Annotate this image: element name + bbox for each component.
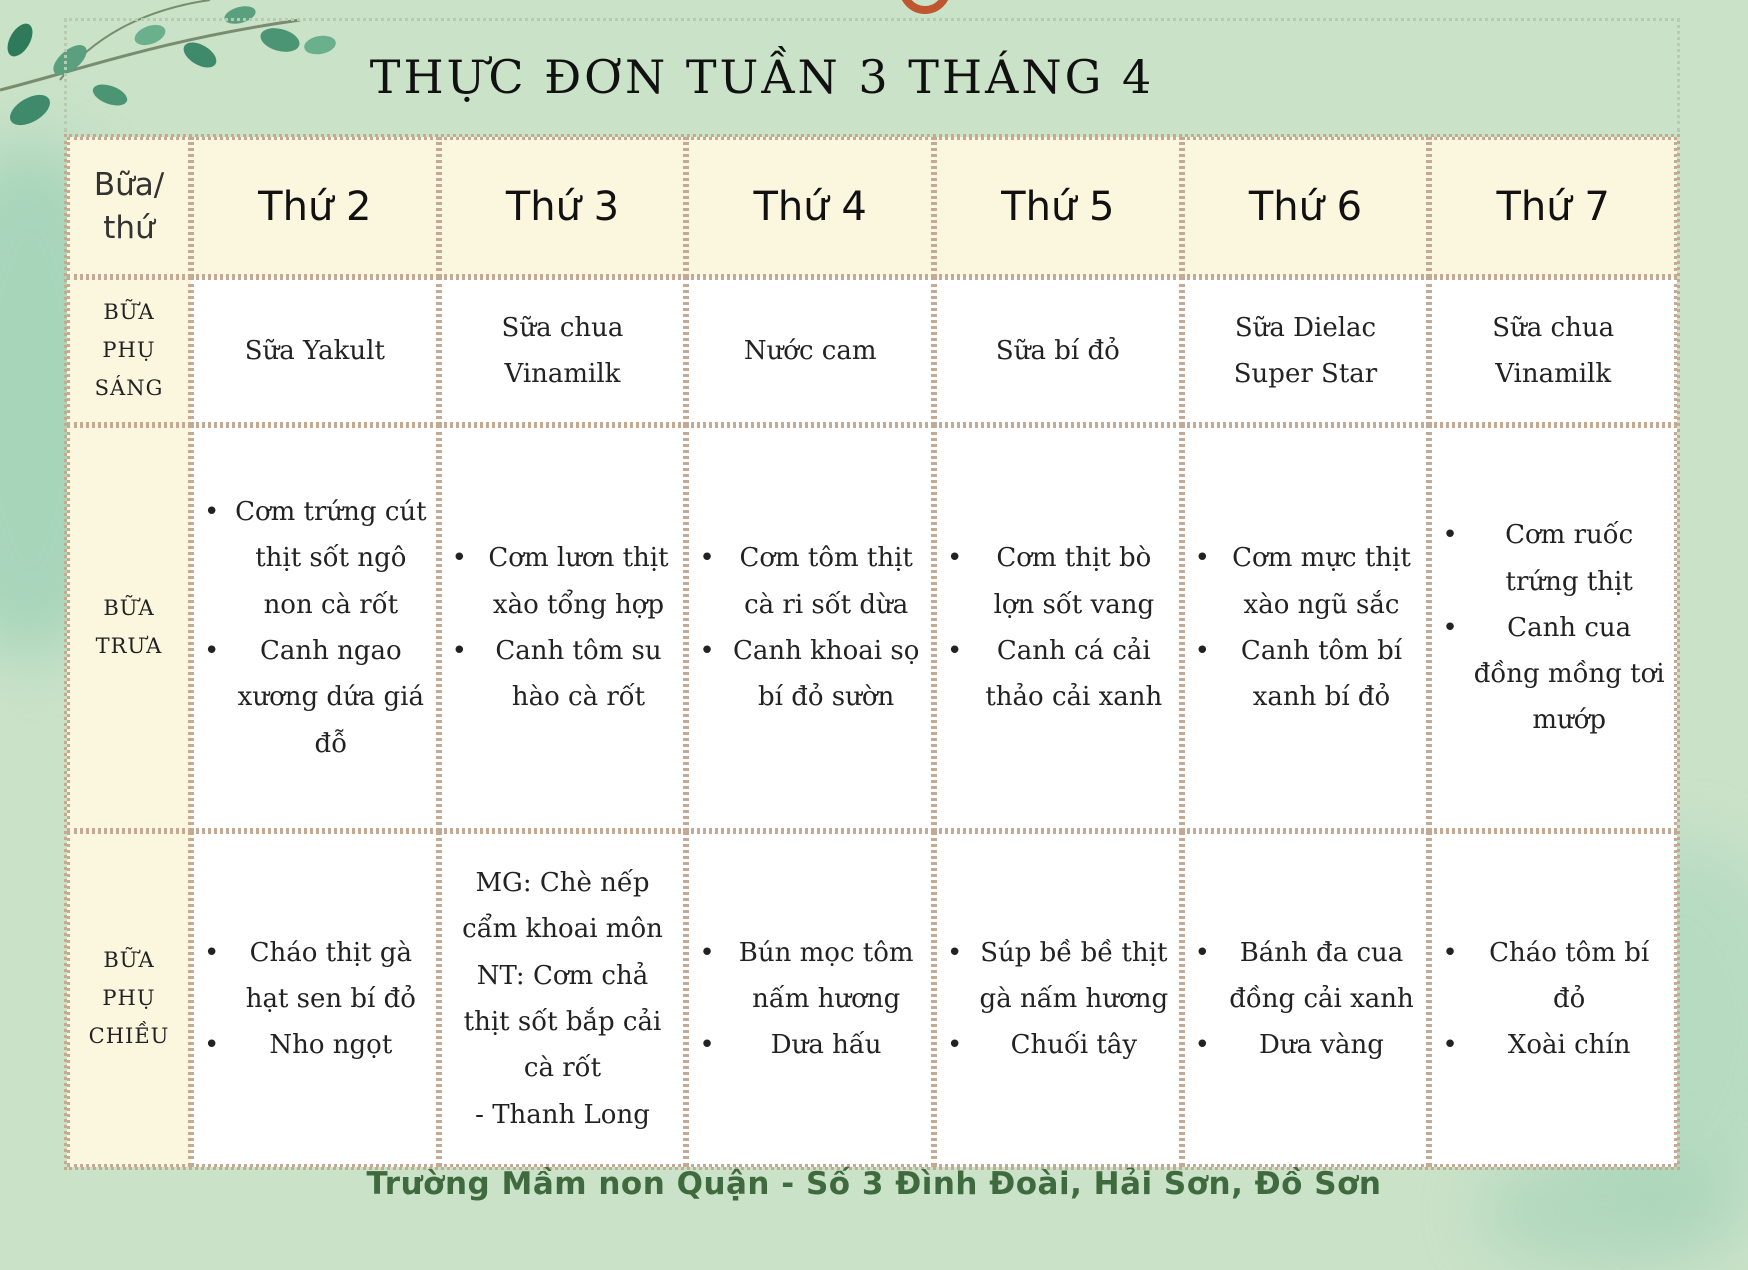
meal-label-line: BỮA: [103, 300, 155, 325]
dish-item: • Cháo thịt gà hạt sen bí đỏ: [234, 930, 428, 1023]
menu-cell: [934, 831, 1182, 1167]
dish-line: Nước cam: [743, 335, 877, 366]
dish-line: NT: Cơm chả thịt sốt bắp cải cà rốt: [463, 960, 662, 1084]
corner-label-line: thứ: [103, 210, 155, 246]
dish-lines: [734, 328, 887, 374]
dish-item: • Bún mọc tôm nấm hương: [729, 930, 923, 1023]
dish-list: [442, 535, 684, 720]
meal-label: [67, 277, 191, 425]
corner-label-line: Bữa/: [93, 166, 165, 203]
meal-label-line: CHIỀU: [88, 1023, 170, 1048]
dish-item: • Nho ngọt: [234, 1022, 428, 1068]
dish-line: Vinamilk: [504, 359, 621, 389]
menu-cell: [1182, 277, 1430, 425]
meal-label-line: BỮA: [103, 596, 155, 621]
dish-list: [937, 930, 1179, 1069]
day-header: Thứ 4: [686, 137, 934, 277]
dish-lines: [1482, 305, 1624, 398]
dish-list: [1185, 930, 1427, 1069]
school-footer: Trường Mầm non Quận - Số 3 Đình Đoài, Hải Sơn, Đồ Sơn: [366, 1166, 1382, 1202]
dish-lines: [235, 328, 395, 374]
dish-list: [194, 489, 436, 767]
page-title: [64, 18, 1680, 132]
dish-item: • Canh tôm bí xanh bí đỏ: [1225, 628, 1419, 721]
dish-item: • Súp bề bề thịt gà nấm hương: [977, 930, 1171, 1023]
dish-list: [937, 535, 1179, 720]
dish-item: • Dưa hấu: [729, 1022, 923, 1068]
dish-line: Sữa chua: [501, 312, 624, 343]
dish-list: [1185, 535, 1427, 720]
dish-line: Sữa bí đỏ: [995, 335, 1120, 366]
meal-label-line: BỮA: [103, 948, 155, 973]
dish-line: Vinamilk: [1495, 359, 1612, 389]
dish-item: • Canh cua đồng mồng tơi mướp: [1472, 605, 1666, 744]
menu-cell: [934, 277, 1182, 425]
title-text: THỰC ĐƠN TUẦN 3 THÁNG 4: [369, 49, 1155, 104]
menu-table: [64, 134, 1680, 1170]
dish-item: • Canh khoai sọ bí đỏ sườn: [729, 628, 923, 721]
day-header: Thứ 5: [934, 137, 1182, 277]
dish-item: • Bánh đa cua đồng cải xanh: [1225, 930, 1419, 1023]
day-header: Thứ 3: [439, 137, 687, 277]
meal-label: [67, 425, 191, 831]
dish-list: [1432, 512, 1674, 743]
day-header: Thứ 7: [1429, 137, 1677, 277]
meal-label-line: PHỤ: [102, 986, 156, 1011]
dish-list: [1432, 930, 1674, 1069]
dish-line: MG: Chè nếp cẩm khoai môn: [462, 868, 663, 945]
dish-lines: [442, 860, 684, 1138]
dish-line: Sữa chua: [1492, 312, 1615, 343]
corner-header: [67, 137, 191, 277]
menu-cell: [1182, 831, 1430, 1167]
menu-cell: [1429, 425, 1677, 831]
ornament-icon: [880, 0, 970, 20]
dish-line: - Thanh Long: [475, 1099, 650, 1130]
dish-item: • Chuối tây: [977, 1022, 1171, 1068]
day-header: Thứ 6: [1182, 137, 1430, 277]
dish-item: • Cơm tôm thịt cà ri sốt dừa: [729, 535, 923, 628]
dish-item: • Xoài chín: [1472, 1022, 1666, 1068]
menu-cell: [439, 277, 687, 425]
meal-label-line: TRƯA: [95, 634, 163, 658]
menu-cell: [439, 831, 687, 1167]
menu-cell: [686, 277, 934, 425]
menu-cell: [1429, 277, 1677, 425]
menu-cell: [934, 425, 1182, 831]
dish-item: • Cơm mực thịt xào ngũ sắc: [1225, 535, 1419, 628]
dish-lines: [1224, 305, 1387, 398]
dish-list: [194, 930, 436, 1069]
menu-cell: [686, 831, 934, 1167]
dish-line: Sữa Dielac: [1234, 312, 1377, 343]
dish-item: • Cơm thịt bò lợn sốt vang: [977, 535, 1171, 628]
meal-label: [67, 831, 191, 1167]
meal-label-line: SÁNG: [94, 375, 164, 400]
day-header: Thứ 2: [191, 137, 439, 277]
menu-cell: [191, 425, 439, 831]
dish-item: • Cơm lươn thịt xào tổng hợp: [482, 535, 676, 628]
dish-item: • Canh tôm su hào cà rốt: [482, 628, 676, 721]
dish-line: Sữa Yakult: [244, 335, 385, 366]
dish-lines: [986, 328, 1130, 374]
dish-item: • Canh ngao xương dứa giá đỗ: [234, 628, 428, 767]
dish-list: [689, 535, 931, 720]
dish-list: [689, 930, 931, 1069]
dish-lines: [492, 305, 634, 398]
menu-cell: [1429, 831, 1677, 1167]
dish-line: Super Star: [1233, 359, 1378, 389]
dish-item: • Canh cá cải thảo cải xanh: [977, 628, 1171, 721]
dish-item: • Cơm trứng cút thịt sốt ngô non cà rốt: [234, 489, 428, 628]
menu-cell: [439, 425, 687, 831]
menu-cell: [191, 277, 439, 425]
dish-item: • Dưa vàng: [1225, 1022, 1419, 1068]
dish-item: • Cơm ruốc trứng thịt: [1472, 512, 1666, 605]
dish-item: • Cháo tôm bí đỏ: [1472, 930, 1666, 1023]
menu-cell: [1182, 425, 1430, 831]
menu-cell: [686, 425, 934, 831]
meal-label-line: PHỤ: [102, 338, 156, 363]
menu-cell: [191, 831, 439, 1167]
